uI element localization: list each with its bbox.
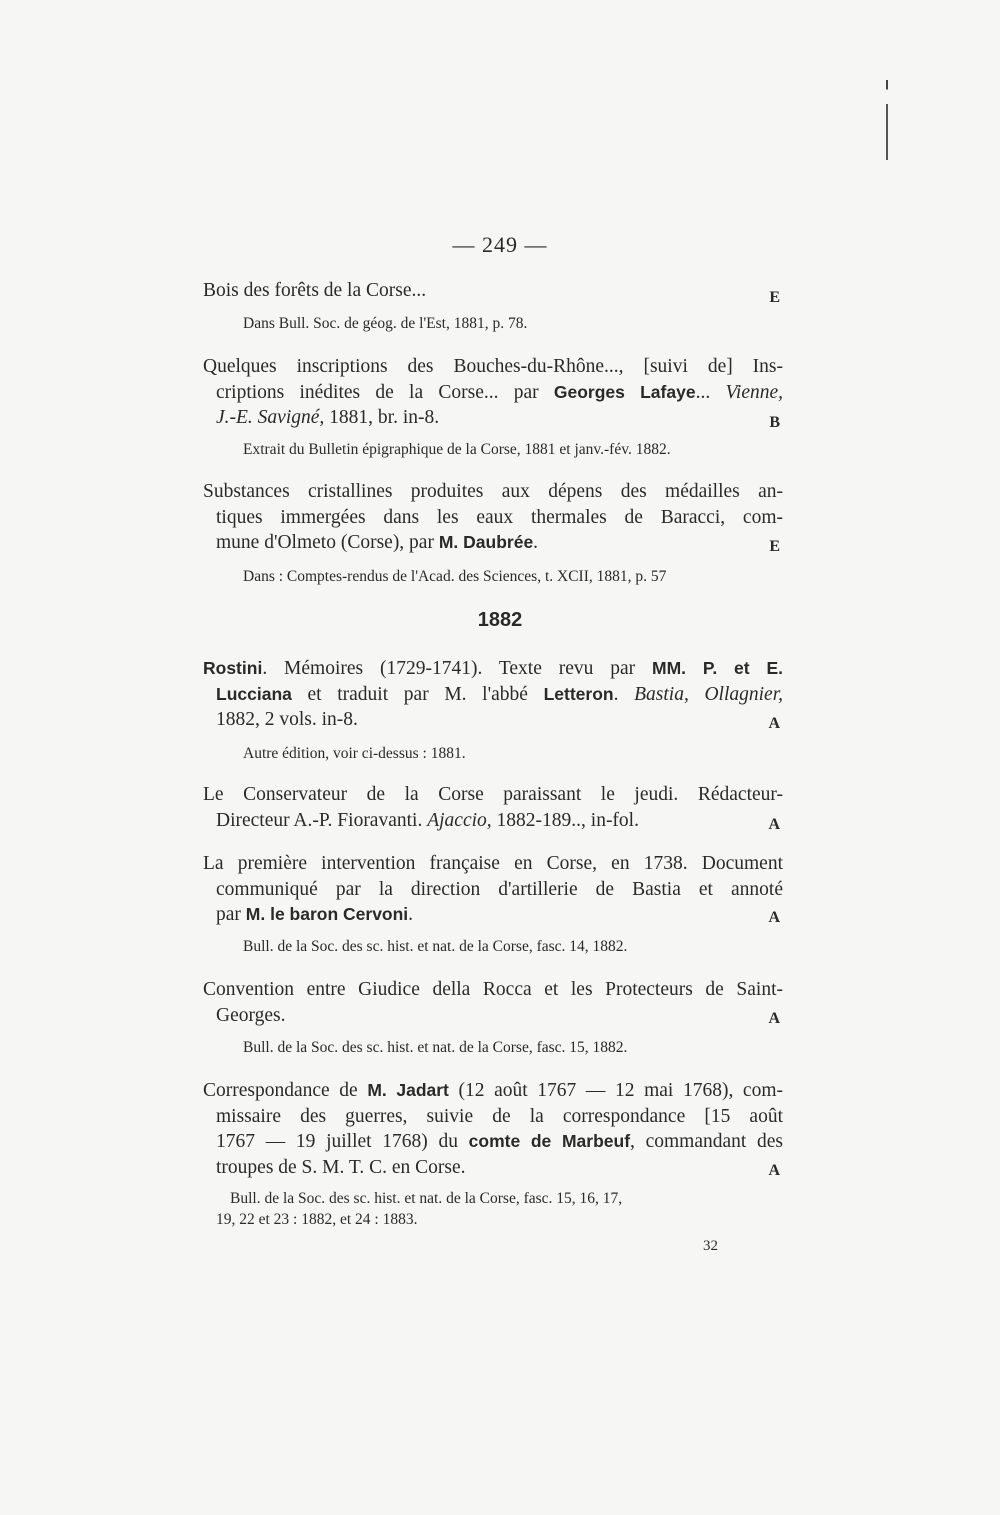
entry-text: 1882-189.., in-fol. [491, 809, 639, 831]
entry-text: criptions inédites de la Corse... par [216, 381, 554, 403]
entry-place: Vienne, [725, 381, 784, 403]
entry-text: 1767 — 19 juillet 1768) du [216, 1131, 469, 1152]
entry-title-line: communiqué par la direction d'artillerie de Bastia et annoté [216, 878, 783, 900]
entry-author: Georges Lafaye [553, 381, 696, 402]
entry-title-line [203, 1155, 783, 1181]
entry-title-line [203, 1003, 783, 1029]
entry-author: M. Daubrée [438, 532, 534, 552]
bibliography-entry [203, 1078, 783, 1230]
scan-edge-mark [886, 80, 888, 160]
entry-title-line [203, 405, 783, 431]
entry-text: par [216, 904, 246, 925]
entry-title-line [203, 808, 783, 834]
entry-title-line [203, 656, 783, 682]
entry-text: troupes de S. M. T. C. en Corse. [216, 1156, 466, 1178]
entry-title-line: Quelques inscriptions des Bouches-du-Rhône..., [suivi de] Ins- [203, 356, 783, 377]
year-heading: 1882 [477, 609, 523, 631]
entry-author: M. le baron Cervoni [245, 904, 409, 924]
entry-text: , commandant des [630, 1131, 783, 1152]
location-letter: B [769, 414, 780, 431]
location-letter: A [768, 1009, 780, 1027]
entry-text: Georges. [216, 1004, 286, 1026]
entry-text: mune d'Olmeto (Corse), par [216, 532, 439, 553]
page-number: — 249 — [452, 232, 548, 257]
bibliography-entry [203, 851, 783, 957]
entry-title-line: Convention entre Giudice della Rocca et les Protecteurs de Saint- [203, 979, 783, 1000]
entry-note: Dans : Comptes-rendus de l'Acad. des Sciences, t. XCII, 1881, p. 57 [243, 567, 667, 585]
entry-title [203, 278, 783, 304]
bibliography-entry [203, 782, 783, 833]
signature-mark: 32 [703, 1238, 718, 1254]
entry-title-line [203, 380, 783, 406]
entry-note: Extrait du Bulletin épigraphique de la Corse, 1881 et janv.-fév. 1882. [243, 440, 671, 458]
entry-title-line [203, 682, 783, 708]
entry-title-line: La première intervention française en Corse, en 1738. Document [203, 853, 783, 874]
location-letter: A [768, 909, 780, 926]
entry-place: Bastia, Ollagnier, [634, 683, 784, 705]
bibliography-entry [203, 278, 783, 334]
location-letter: E [769, 289, 780, 306]
entry-text: Correspondance de [203, 1080, 368, 1101]
entry-translator: Letteron [543, 683, 614, 704]
entry-author: comte de Marbeuf [468, 1131, 631, 1151]
entry-author: Rostini [203, 658, 263, 678]
entry-title-line: Le Conservateur de la Corse paraissant le jeudi. Rédacteur- [203, 784, 783, 805]
entry-text: . [613, 683, 635, 705]
entry-publisher: J.-E. Savigné, [216, 407, 325, 428]
location-letter: A [768, 715, 780, 732]
entry-text: (12 août 1767 — 12 mai 1768), com- [448, 1080, 783, 1101]
bibliography-entry [203, 354, 783, 460]
entry-editor: Lucciana [216, 683, 292, 704]
entry-note: Bull. de la Soc. des sc. hist. et nat. de la Corse, fasc. 15, 16, 17, [230, 1190, 623, 1207]
entry-title-line [203, 902, 783, 928]
entry-text: et traduit par M. l'abbé [291, 683, 544, 705]
entry-text: . Mémoires (1729-1741). Texte revu par [262, 658, 653, 679]
entry-text: Directeur A.-P. Fioravanti. [216, 809, 428, 831]
entry-title-line: Substances cristallines produites aux dépens des médailles an- [203, 481, 783, 502]
bibliography-entry [203, 977, 783, 1058]
location-letter: A [768, 815, 780, 833]
entry-text: 1882, 2 vols. in-8. [216, 709, 358, 730]
entry-note: Bull. de la Soc. des sc. hist. et nat. de la Corse, fasc. 15, 1882. [243, 1039, 628, 1056]
bibliography-entry [203, 656, 783, 764]
entry-author: M. Jadart [367, 1080, 449, 1100]
entry-title-line [203, 1078, 783, 1104]
entry-text: ... [695, 381, 726, 403]
entry-title-line [203, 707, 783, 733]
entry-title-text: Bois des forêts de la Corse... [203, 280, 427, 301]
entry-editors: MM. P. et E. [652, 658, 783, 678]
entry-title-line: missaire des guerres, suivie de la correspondance [15 août [216, 1105, 783, 1127]
entry-title-line [203, 1129, 783, 1155]
entry-title-line [203, 530, 783, 556]
entry-place: Ajaccio, [427, 809, 492, 831]
bibliography-entry [203, 479, 783, 587]
location-letter: A [768, 1161, 780, 1179]
entry-note: Dans Bull. Soc. de géog. de l'Est, 1881, p. 78. [243, 314, 528, 332]
entry-text: . [408, 904, 414, 925]
location-letter: E [769, 538, 780, 555]
entry-text: . [533, 532, 539, 553]
entry-title-line: tiques immergées dans les eaux thermales de Baracci, com- [216, 506, 783, 528]
entry-text: 1881, br. in-8. [324, 407, 440, 428]
entry-note: Autre édition, voir ci-dessus : 1881. [243, 744, 466, 762]
entry-note: 19, 22 et 23 : 1882, et 24 : 1883. [216, 1211, 418, 1228]
entry-note: Bull. de la Soc. des sc. hist. et nat. de la Corse, fasc. 14, 1882. [243, 937, 628, 955]
